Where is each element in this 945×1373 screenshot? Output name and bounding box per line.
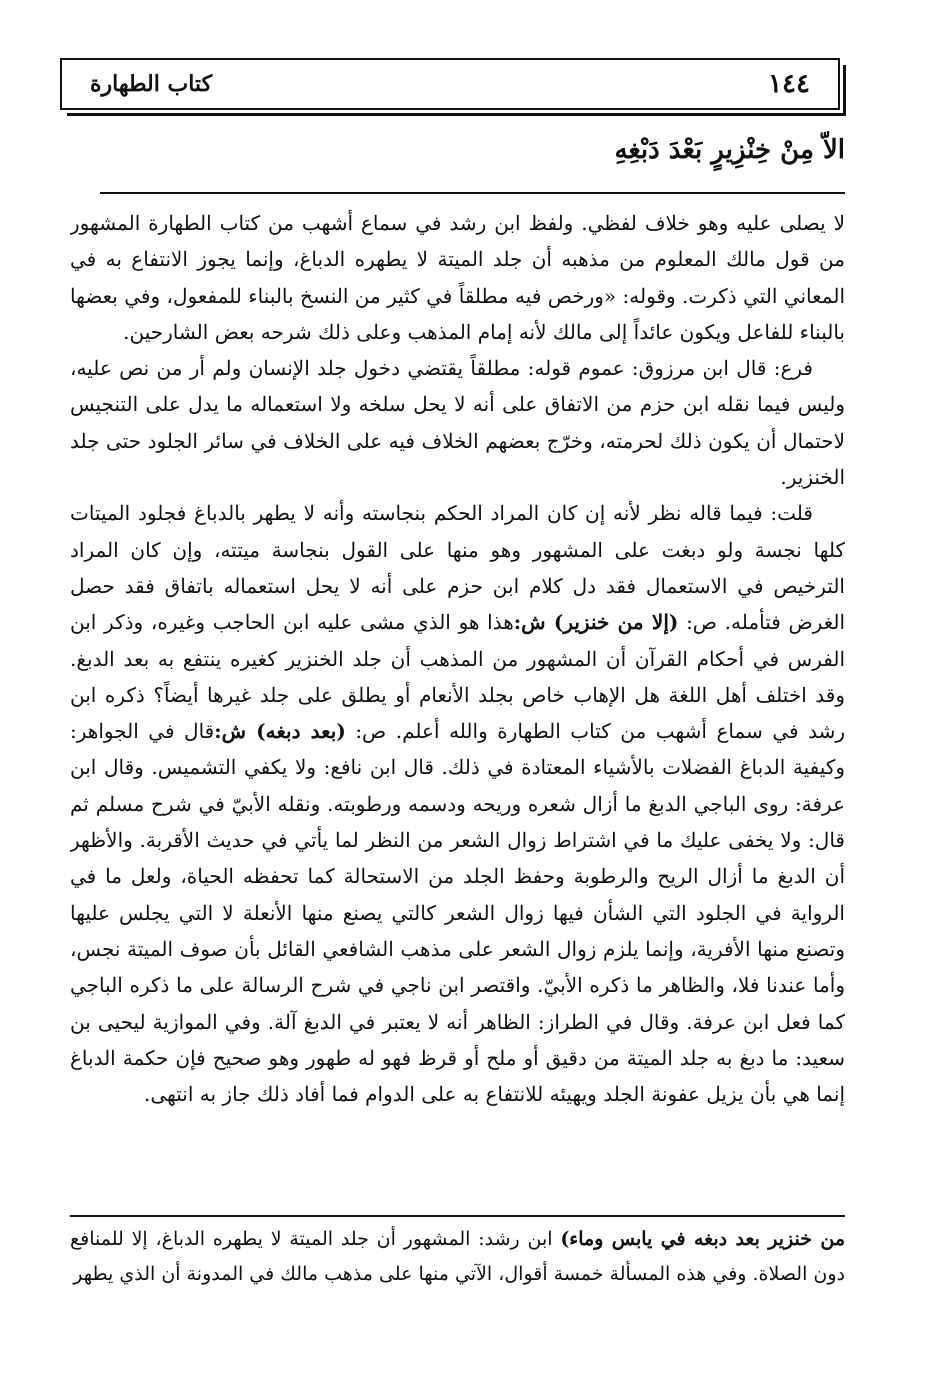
commentary-body <box>70 205 845 1190</box>
footnote-lead: من خنزير بعد دبغه في يابس وماء) <box>560 1228 845 1250</box>
divider-footnote <box>70 1215 845 1217</box>
quoted-matn-1: (إلا من خنزير) ش: <box>513 610 679 635</box>
matn-text: الاّ مِنْ خِنْزِيرٍ بَعْدَ دَبْغِهِ <box>614 135 845 165</box>
footnote-block <box>70 1222 845 1317</box>
book-title: كتاب الطهارة <box>90 71 213 97</box>
paragraph-3 <box>70 495 845 1112</box>
paragraph-3-part-c: هذا هو الذي مشى عليه ابن الحاجب وغيره، وذكر ابن الفرس في أحكام القرآن أن المشهور من المذهب أن جلد الخنزير كغيره ينتفع به بعد الدبغ. وقد اختلف أهل اللغة هل الإهاب خاص بجلد الأنعام أو يطلق على جلد غيرها أيضاً؟ ذكره ابن رشد في سماع أشهب من كتاب الطهارة والله أعلم. ص: <box>70 610 845 744</box>
paragraph-3-part-e: قال في الجواهر: وكيفية الدباغ الفضلات بالأشياء المعتادة في ذلك. قال ابن نافع: ولا يكفي التشميس. وقال ابن عرفة: روى الباجي الدبغ ما أزال شعره وريحه ودسمه ورطوبته. ونقله الأبيّ في شرح مسلم ثم قال: ولا يخفى عليك ما في اشتراط زوال الشعر من النظر لما يأتي في حديث الأقربة. والأظهر أن الدبغ ما أزال الريح والرطوبة وحفظ الجلد من الاستحالة كما تحفظه الحياة، ولعل ما في الرواية في الجلود التي الشأن فيها زوال الشعر كالتي يصنع منها الأنعلة لا التي يجلس عليها وتصنع منها الأفرية، وإنما يلزم زوال الشعر على مذهب الشافعي القائل بأن صوف الميتة نجس، وأما عندنا فلا، والظاهر ما ذكره الأبيّ. واقتصر ابن ناجي في شرح الرسالة على ما ذكره الباجي كما فعل ابن عرفة. وقال في الطراز: الظاهر أنه لا يعتبر في الدبغ آلة. وفي الموازية ليحيى بن سعيد: ما دبغ به جلد الميتة من دقيق أو ملح أو قرظ فهو له طهور وهو صحيح فإن حكمة الدباغ إنما هي بأن يزيل عفونة الجلد ويهيئه للانتفاع به على الدوام فما أفاد ذلك جاز به انتهى. <box>70 719 845 1107</box>
running-header <box>60 58 840 110</box>
paragraph-1: لا يصلى عليه وهو خلاف لفظي. ولفظ ابن رشد في سماع أشهب من كتاب الطهارة المشهور من قول مالك المعلوم من مذهبه أن جلد الميتة لا يطهره الدباغ، وإنما يجوز الانتفاع به في المعاني التي ذكرت. وقوله: «ورخص فيه مطلقاً في كثير من النسخ بالبناء للمفعول، وفي بعضها بالبناء للفاعل ويكون عائداً إلى مالك لأنه إمام المذهب وعلى ذلك شرحه بعض الشارحين. <box>70 211 845 344</box>
paragraph-3-part-a: قلت: فيما قاله نظر لأنه إن كان المراد الحكم بنجاسته وأنه لا يطهر بالدباغ فجلود الميتات كلها نجسة ولو دبغت على المشهور وهو منها على القول بنجاسة ميتته، وإن كان المراد الترخيص في الاستعمال فقد دل كلام ابن حزم على أنه لا يحل استعماله باتفاق فقد حصل الغرض فتأمله. ص: <box>70 501 845 635</box>
footnote-text: ابن رشد: المشهور أن جلد الميتة لا يطهره الدباغ، إلا للمنافع دون الصلاة. وفي هذه المسألة خمسة أقوال، الآتي منها على مذهب مالك في المدونة أن الذي يطهر <box>70 1228 845 1285</box>
divider-top <box>100 192 845 194</box>
page-number: ١٤٤ <box>768 69 810 99</box>
footnote-paragraph <box>70 1222 845 1292</box>
quoted-matn-2: (بعد دبغه) ش: <box>214 719 346 744</box>
paragraph-2: فرع: قال ابن مرزوق: عموم قوله: مطلقاً يقتضي دخول جلد الإنسان ولم أر من نص عليه، وليس فيما نقله ابن حزم من الاتفاق على أنه لا يحل سلخه ولا استعماله ما يدل على التنجيس لاحتمال أن يكون ذلك لحرمته، وخرّج بعضهم الخلاف فيه على الخلاف في سائر الجلود حتى جلد الخنزير. <box>70 356 845 490</box>
